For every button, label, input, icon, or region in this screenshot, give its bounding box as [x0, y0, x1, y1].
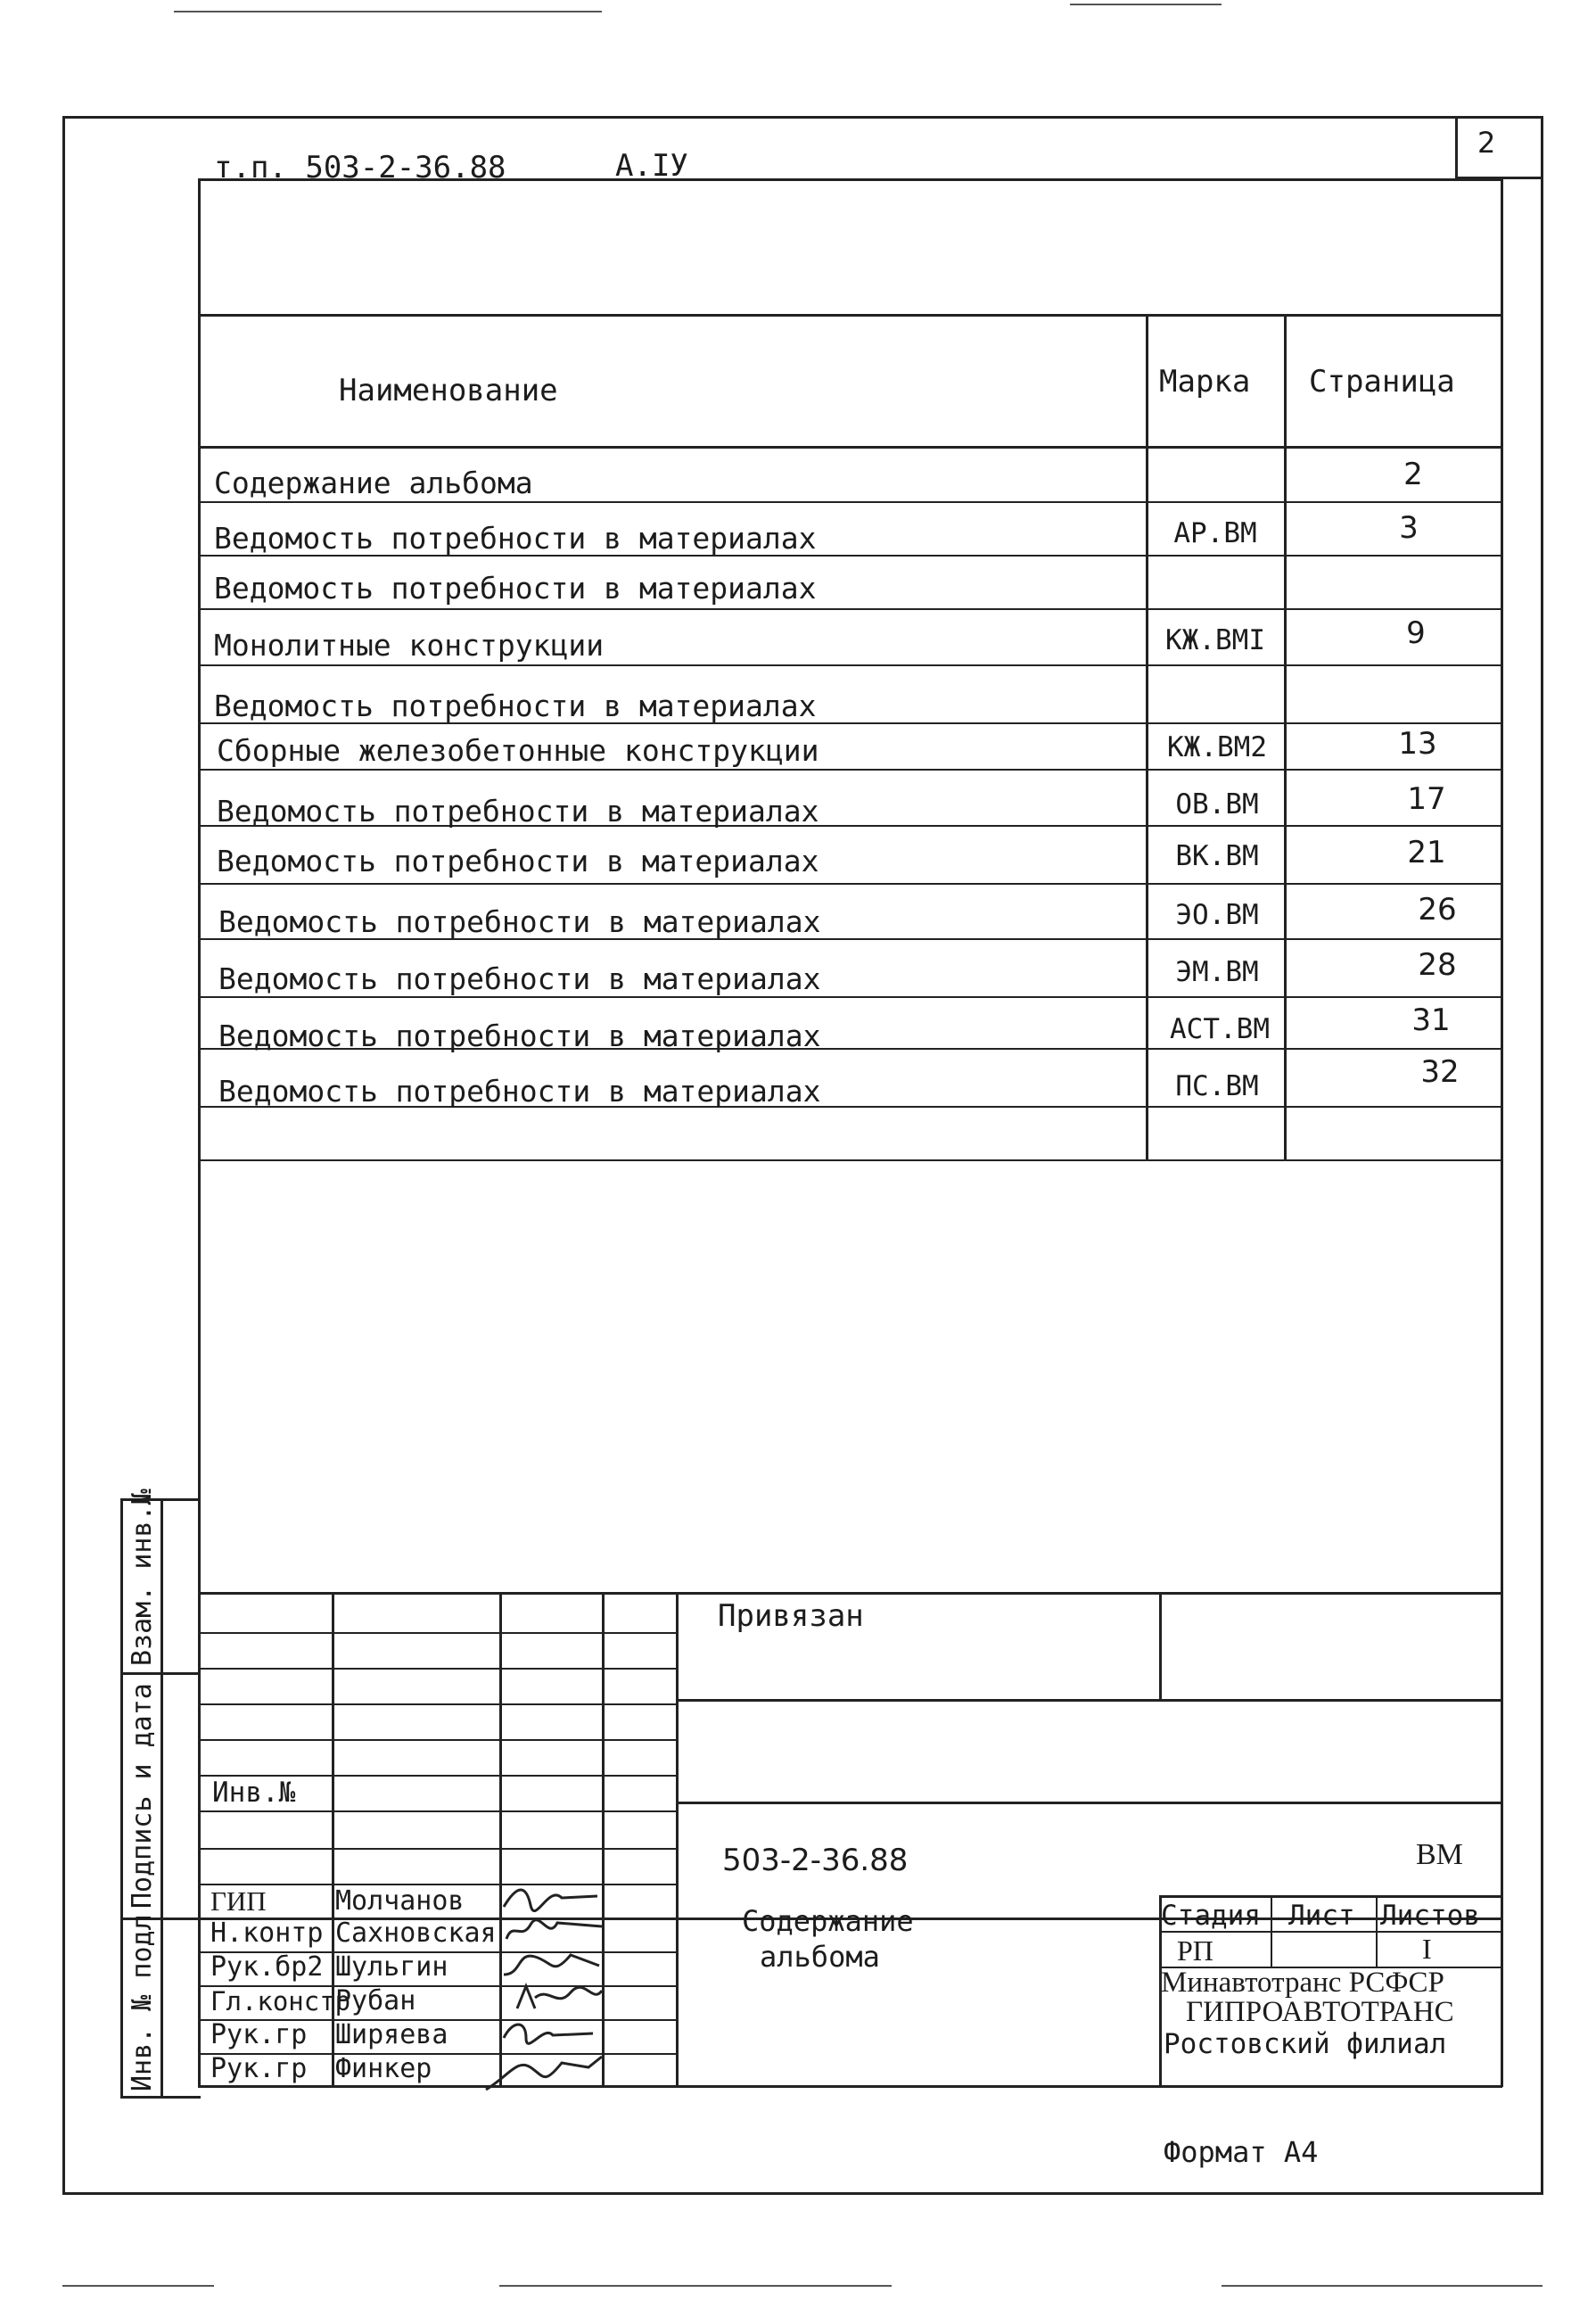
row-name: Ведомость потребности в материалах	[217, 844, 819, 878]
person-role: Рук.бр2	[210, 1951, 324, 1983]
row-mark: КЖ.ВМI	[1165, 624, 1265, 656]
org-line2: ГИПРОАВТОТРАНС	[1186, 1996, 1454, 2028]
stadia-col	[1271, 1895, 1272, 1967]
column-header-mark: Марка	[1159, 364, 1251, 400]
side-stamp-inv-podl: Инв. № подл	[127, 1914, 158, 2091]
org-line3: Ростовский филиал	[1164, 2028, 1447, 2060]
table-header-bottom	[198, 446, 1502, 449]
sheet-box-divider	[1455, 116, 1458, 178]
title-col	[499, 1592, 502, 2087]
row-separator	[198, 883, 1502, 885]
row-mark: АР.ВМ	[1173, 517, 1257, 549]
row-name: Монолитные конструкции	[214, 628, 605, 663]
signature-image	[499, 1880, 606, 1912]
row-mark: ОВ.ВМ	[1175, 788, 1259, 821]
title-grid-row	[198, 1668, 676, 1670]
row-name: Ведомость потребности в материалах	[214, 689, 817, 723]
stadia-label: Стадия	[1161, 1900, 1261, 1932]
person-role: Гл.констр	[210, 1986, 351, 2016]
scan-mark	[62, 2285, 214, 2287]
album-code: А.IУ	[615, 148, 688, 184]
list-label: Лист	[1288, 1900, 1355, 1932]
format-label: Формат А4	[1164, 2135, 1319, 2169]
listov-value: I	[1422, 1933, 1432, 1965]
side-stamp-left	[120, 1498, 123, 2096]
row-name: Содержание альбома	[214, 466, 533, 500]
org-line1: Минавтотранс РСФСР	[1161, 1967, 1444, 1999]
person-name: Финкер	[335, 2053, 432, 2084]
row-mark: ЭО.ВМ	[1175, 899, 1259, 931]
row-separator	[198, 501, 1502, 503]
doc-mark: ВМ	[1416, 1838, 1463, 1871]
person-name: Молчанов	[335, 1885, 465, 1917]
row-page: 32	[1420, 1054, 1460, 1090]
row-name: Ведомость потребности в материалах	[218, 961, 821, 996]
scan-mark	[1222, 2285, 1543, 2287]
signature-image	[481, 2049, 606, 2094]
title-block-top	[198, 1592, 1502, 1595]
row-page: 21	[1407, 835, 1446, 870]
side-stamp-podpis: Подпись и дата	[127, 1683, 158, 1909]
signature-image	[499, 2016, 606, 2048]
title-grid-row	[198, 1848, 676, 1850]
scan-mark	[499, 2285, 892, 2287]
person-name: Сахновская	[335, 1918, 497, 1949]
signature-image	[508, 1982, 615, 2014]
doc-number: 503-2-36.88	[722, 1843, 909, 1878]
doc-code: т.п. 503-2-36.88	[214, 150, 506, 186]
row-page: 17	[1407, 781, 1446, 817]
row-page: 9	[1406, 615, 1426, 651]
row-page: 2	[1403, 457, 1423, 492]
title-grid-row	[198, 1810, 676, 1812]
row-separator	[198, 608, 1502, 610]
table-bottom	[198, 1159, 1502, 1161]
row-name: Ведомость потребности в материалах	[214, 521, 817, 556]
row-mark: КЖ.ВМ2	[1167, 731, 1267, 763]
title-right-row	[676, 1802, 1502, 1804]
sheet-title-line2: альбома	[760, 1940, 880, 1974]
row-page: 31	[1411, 1002, 1451, 1038]
inner-frame-top	[198, 178, 1502, 181]
title-grid-row	[198, 1739, 676, 1741]
title-right-row	[676, 1699, 1502, 1702]
row-page: 28	[1418, 947, 1457, 983]
column-header-name: Наименование	[339, 373, 558, 408]
title-grid-row	[198, 1632, 676, 1634]
row-separator	[198, 769, 1502, 771]
person-role: Рук.гр	[210, 2053, 308, 2084]
row-name: Ведомость потребности в материалах	[218, 1019, 821, 1053]
signature-image	[499, 1948, 606, 1980]
row-mark: ПС.ВМ	[1175, 1070, 1259, 1102]
inner-frame-left	[198, 178, 201, 2087]
row-separator	[198, 664, 1502, 666]
side-stamp-mid	[160, 1498, 163, 2096]
row-page: 13	[1398, 726, 1437, 762]
row-name: Ведомость потребности в материалах	[218, 1074, 821, 1109]
privyazan-label: Привязан	[718, 1598, 864, 1634]
stadia-col	[1376, 1895, 1378, 1967]
row-page: 26	[1418, 892, 1457, 928]
side-stamp-bottom	[120, 2096, 201, 2099]
person-name: Рубан	[335, 1985, 416, 2016]
row-mark: ВК.ВМ	[1175, 840, 1259, 872]
title-grid-row	[198, 1703, 676, 1705]
person-name: Ширяева	[335, 2019, 448, 2050]
sheet-number: 2	[1477, 126, 1496, 160]
title-col	[676, 1592, 679, 2087]
signature-image	[499, 1914, 606, 1946]
row-name: Ведомость потребности в материалах	[218, 904, 821, 939]
row-name: Ведомость потребности в материалах	[214, 571, 817, 606]
sheet-title-line1: Содержание	[742, 1904, 914, 1938]
table-header-top	[198, 314, 1502, 317]
person-role: Рук.гр	[210, 2019, 308, 2050]
scan-mark	[1070, 4, 1222, 5]
row-name: Сборные железобетонные конструкции	[217, 733, 819, 768]
row-name: Ведомость потребности в материалах	[217, 794, 819, 829]
side-stamp-vzam: Взам. инв.№	[127, 1489, 158, 1666]
person-role: ГИП	[210, 1885, 267, 1917]
column-divider-mark	[1146, 314, 1148, 1159]
person-name: Шульгин	[335, 1951, 448, 1983]
row-page: 3	[1399, 510, 1419, 546]
listov-label: Листов	[1380, 1900, 1480, 1932]
scan-mark	[174, 11, 602, 12]
privyazan-divider	[1159, 1592, 1162, 1699]
row-mark: ЭМ.ВМ	[1175, 956, 1259, 988]
row-mark: АСТ.ВМ	[1170, 1013, 1270, 1045]
inv-no-label: Инв.№	[212, 1777, 296, 1809]
person-role: Н.контр	[210, 1918, 324, 1949]
column-header-page: Страница	[1309, 364, 1455, 400]
stadia-value: РП	[1177, 1934, 1213, 1967]
